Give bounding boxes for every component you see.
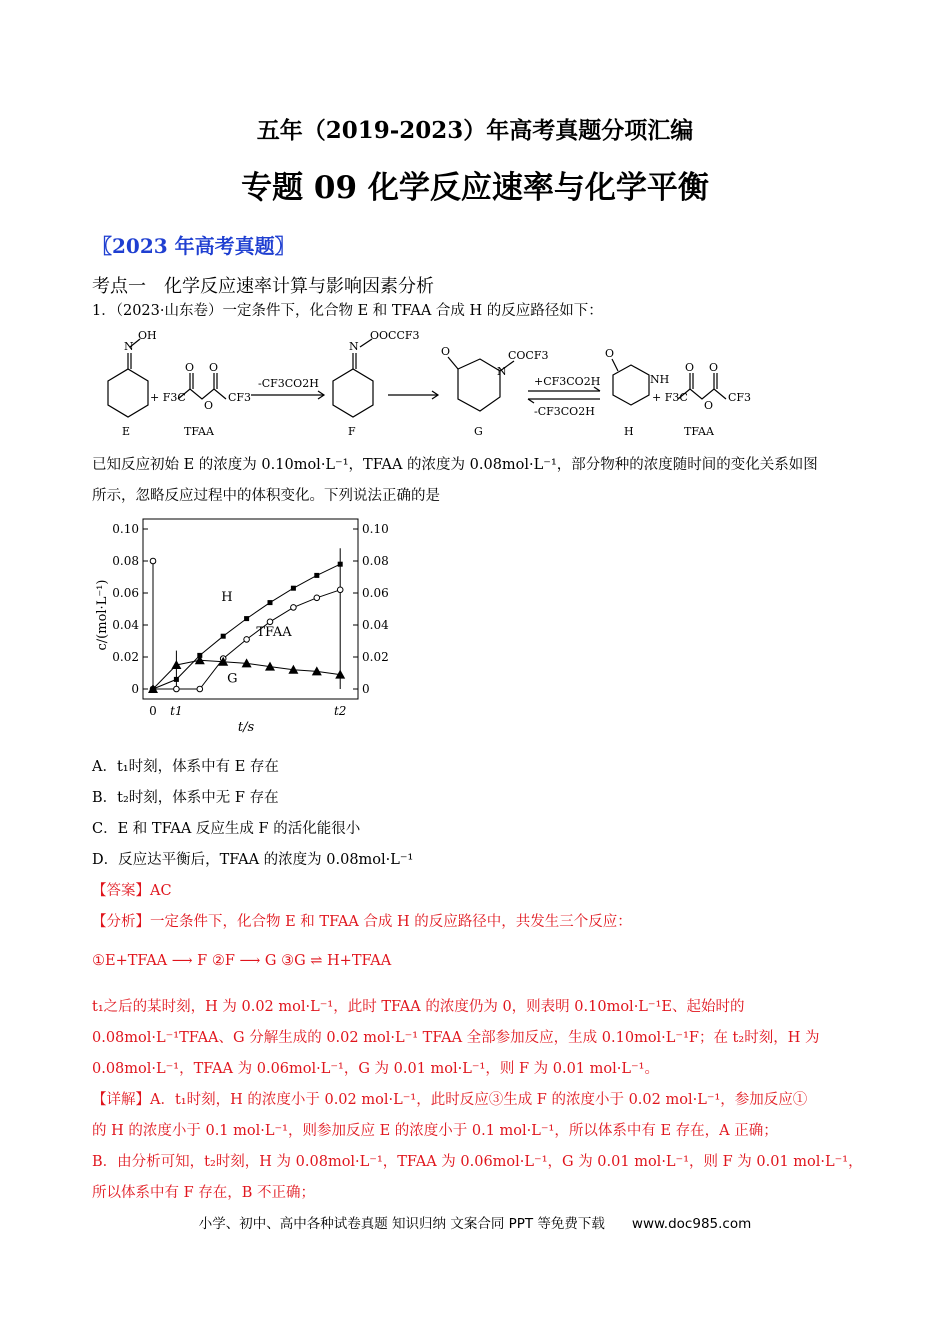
point-TFAA (314, 595, 320, 601)
atom-n-g: N (497, 365, 507, 378)
option-c: C．E 和 TFAA 反应生成 F 的活化能很小 (92, 821, 361, 837)
atom-o-2: O (209, 361, 219, 374)
group-cocf3: COCF3 (508, 349, 549, 362)
y-tick-label-left: 0.02 (112, 650, 139, 664)
group-f3c-2: + F3C (652, 391, 688, 404)
group-oocf3: OOCCF3 (370, 329, 420, 342)
y-axis-label: c/(mol·L⁻¹) (95, 579, 110, 651)
point-H (314, 573, 319, 578)
atom-o-5: O (709, 361, 719, 374)
analysis-line-3: 0.08mol·L⁻¹，TFAA 为 0.06mol·L⁻¹，G 为 0.01 mol·L⁻¹，则 F 为 0.01 mol·L⁻¹。 (92, 1061, 659, 1077)
y-tick-label-right: 0 (362, 682, 370, 696)
detail-line-1: 【详解】A．t₁时刻，H 的浓度小于 0.02 mol·L⁻¹，此时反应③生成 F 的浓度小于 0.02 mol·L⁻¹，参加反应① (92, 1092, 808, 1108)
point-H (338, 562, 343, 567)
detail-line-4: 所以体系中有 F 存在，B 不正确； (92, 1185, 316, 1201)
reaction-list: ①E+TFAA ⟶ F ②F ⟶ G ③G ⇌ H+TFAA (92, 953, 392, 969)
y-tick-label-right: 0.08 (362, 554, 389, 568)
series-label-TFAA: TFAA (256, 625, 292, 641)
atom-n-f: N (349, 340, 359, 353)
point-TFAA (174, 686, 180, 692)
ring-h (613, 365, 649, 405)
x-tick-label: t2 (333, 704, 347, 718)
concentration-chart (88, 515, 408, 740)
series-label-H: H (221, 590, 233, 605)
footer-text: 小学、初中、高中各种试卷真题 知识归纳 文案合同 PPT 等免费下载 www.doc985.com (198, 1216, 752, 1232)
atom-o-1: O (185, 361, 195, 374)
label-f: F (348, 425, 356, 438)
plot-frame (143, 519, 358, 699)
reaction-scheme (88, 325, 858, 445)
y-tick-label-right: 0.10 (362, 522, 389, 536)
topic-heading: 考点一 化学反应速率计算与影响因素分析 (92, 276, 434, 297)
label-e: E (122, 425, 131, 438)
atom-o-3: O (204, 399, 214, 412)
label-h: H (624, 425, 634, 438)
y-tick-label-left: 0.04 (112, 618, 139, 632)
given-line-1: 已知反应初始 E 的浓度为 0.10mol·L⁻¹，TFAA 的浓度为 0.08mol·L⁻¹，部分物种的浓度随时间的变化关系如图 (92, 457, 818, 473)
step3-rev-label: -CF3CO2H (534, 405, 595, 418)
answer: 【答案】AC (92, 883, 172, 899)
y-tick-label-left: 0.06 (112, 586, 139, 600)
step3-fwd-label: +CF3CO2H (534, 375, 601, 388)
option-a: A．t₁时刻，体系中有 E 存在 (92, 759, 279, 775)
atom-o-6: O (704, 399, 714, 412)
point-TFAA (267, 619, 273, 625)
y-tick-label-right: 0.02 (362, 650, 389, 664)
atom-o-g: O (441, 345, 451, 358)
page-footer (0, 1212, 950, 1232)
x-axis-label: t/s (237, 720, 255, 735)
initial-point (150, 558, 156, 564)
detail-line-2: 的 H 的浓度小于 0.1 mol·L⁻¹，则参加反应 E 的浓度小于 0.1 mol·L⁻¹，所以体系中有 E 存在，A 正确； (92, 1123, 778, 1139)
group-cf3-2: CF3 (728, 391, 752, 404)
point-H (174, 677, 179, 682)
atom-o-h: O (605, 347, 615, 360)
atom-o-4: O (685, 361, 695, 374)
ring-e (108, 369, 148, 417)
analysis-intro: 【分析】一定条件下，化合物 E 和 TFAA 合成 H 的反应路径中，共发生三个反应： (92, 914, 632, 930)
given-line-2: 所示，忽略反应过程中的体积变化。下列说法正确的是 (92, 488, 440, 504)
point-TFAA (244, 637, 250, 643)
group-f3c-1: + F3C (150, 391, 186, 404)
label-tfaa-1: TFAA (184, 425, 214, 438)
atom-n: N (124, 340, 134, 353)
series-line-H (153, 564, 340, 689)
y-tick-label-right: 0.06 (362, 586, 389, 600)
point-TFAA (291, 605, 297, 611)
ring-g (458, 359, 500, 411)
group-cf3-1: CF3 (228, 391, 252, 404)
ring-f (333, 369, 373, 417)
y-tick-label-left: 0.08 (112, 554, 139, 568)
point-H (291, 586, 296, 591)
option-d: D．反应达平衡后，TFAA 的浓度为 0.08mol·L⁻¹ (92, 852, 414, 868)
y-tick-label-left: 0.10 (112, 522, 139, 536)
point-TFAA (337, 587, 343, 593)
main-title: 专题 09 化学反应速率与化学平衡 (241, 170, 709, 206)
step1-arrow-label: -CF3CO2H (258, 377, 319, 390)
series-title: 五年（2019-2023）年高考真题分项汇编 (256, 117, 694, 144)
x-tick-label: t1 (170, 704, 183, 718)
x-tick-label: 0 (149, 704, 157, 718)
point-TFAA (197, 686, 203, 692)
y-tick-label-left: 0 (131, 682, 139, 696)
label-g: G (474, 425, 483, 438)
label-tfaa-2: TFAA (684, 425, 714, 438)
y-tick-label-right: 0.04 (362, 618, 389, 632)
group-oh: OH (138, 329, 157, 342)
question-stem: 1．（2023·山东卷）一定条件下，化合物 E 和 TFAA 合成 H 的反应路径如下： (92, 303, 603, 319)
option-b: B．t₂时刻，体系中无 F 存在 (92, 790, 279, 806)
atom-nh: NH (650, 373, 670, 386)
analysis-line-2: 0.08mol·L⁻¹TFAA、G 分解生成的 0.02 mol·L⁻¹ TFAA 全部参加反应，生成 0.10mol·L⁻¹F；在 t₂时刻，H 为 (92, 1030, 820, 1046)
section-heading: 〖2023 年高考真题〗 (92, 234, 295, 258)
point-H (221, 634, 226, 639)
point-H (244, 616, 249, 621)
analysis-line-1: t₁之后的某时刻，H 为 0.02 mol·L⁻¹，此时 TFAA 的浓度仍为 0，则表明 0.10mol·L⁻¹E、起始时的 (92, 999, 745, 1015)
point-H (268, 600, 273, 605)
detail-line-3: B．由分析可知，t₂时刻，H 为 0.08mol·L⁻¹，TFAA 为 0.06mol·L⁻¹，G 为 0.01 mol·L⁻¹，则 F 为 0.01 mol·L⁻¹， (92, 1154, 863, 1170)
series-label-G: G (227, 671, 238, 687)
